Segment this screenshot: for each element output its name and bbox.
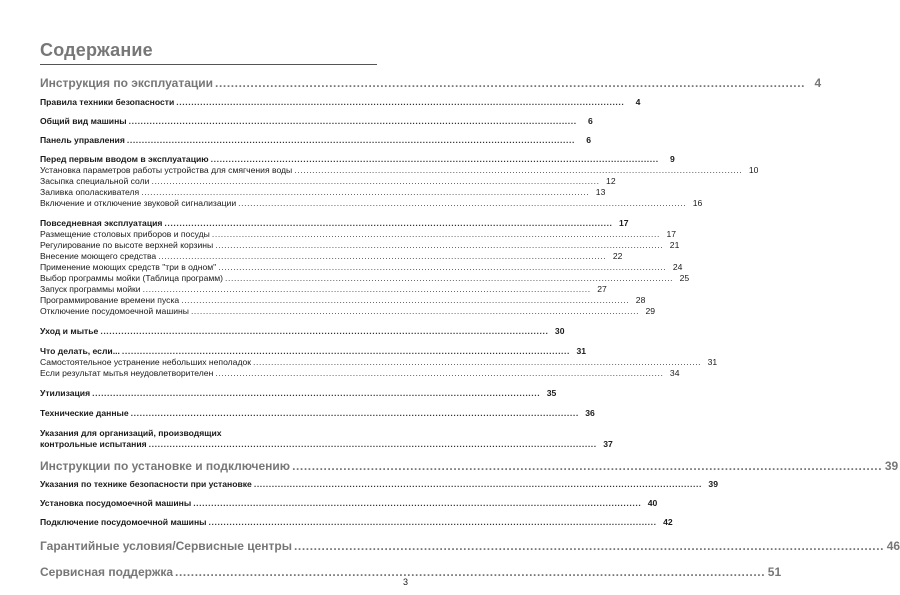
toc-entry-title: Выбор программы мойки (Таблица программ)	[40, 273, 224, 283]
toc-entry-title: Запуск программы мойки	[40, 284, 141, 294]
toc-entry[interactable]	[40, 135, 591, 146]
toc-entry-title: Засыпка специальной соли	[40, 176, 150, 186]
toc-entry-page: 42	[663, 517, 673, 527]
toc-entry-page: 17	[619, 218, 629, 228]
toc-entry-title-line: Указания для организаций, производящих	[40, 428, 222, 438]
toc-entry-title: Правила техники безопасности	[40, 97, 175, 107]
toc-entry-page: 31	[707, 357, 718, 367]
toc-entry-title: Самостоятельное устранение небольших неполадок	[40, 357, 252, 367]
toc-entry-page: 51	[767, 565, 782, 579]
toc-entry-title: Уход и мытье	[40, 326, 99, 336]
toc-entry-title: Повседневная эксплуатация	[40, 218, 163, 228]
toc-entry-title: Отключение посудомоечной машины	[40, 306, 189, 316]
dot-leader	[292, 458, 882, 474]
toc-entry-title: Технические данные	[40, 408, 129, 418]
toc-entry-page: 6	[587, 116, 593, 126]
dot-leader	[151, 176, 599, 187]
toc-entry[interactable]	[40, 564, 782, 580]
toc-entry-page: 4	[814, 76, 822, 90]
toc-entry-page: 40	[647, 498, 658, 508]
toc-entry[interactable]	[40, 97, 641, 108]
toc-entry-page: 12	[606, 176, 616, 186]
dot-leader	[127, 135, 575, 146]
toc-entry[interactable]	[40, 229, 676, 240]
toc-entry-title: контрольные испытания	[40, 439, 147, 449]
toc-entry-title: Регулирование по высоте верхней корзины	[40, 240, 214, 250]
toc-entry[interactable]	[40, 198, 703, 209]
toc-entry[interactable]	[40, 176, 616, 187]
toc-entry-title: Применение моющих средств "три в одном"	[40, 262, 217, 272]
toc-entry[interactable]	[40, 165, 759, 176]
toc-entry[interactable]	[40, 262, 683, 273]
toc-entry-page: 17	[666, 229, 676, 239]
toc-entry-title: Указания по технике безопасности при установке	[40, 479, 252, 489]
dot-leader	[215, 368, 663, 379]
toc-entry-page: 27	[597, 284, 607, 294]
table-of-contents	[40, 68, 900, 580]
dot-leader	[92, 388, 540, 399]
toc-entry[interactable]	[40, 368, 680, 379]
toc-entry-title: Установка посудомоечной машины	[40, 498, 192, 508]
toc-entry[interactable]	[40, 75, 822, 91]
dot-leader	[253, 357, 701, 368]
toc-entry-page: 30	[554, 326, 565, 336]
toc-entry-title: Сервисная поддержка	[40, 565, 174, 579]
dot-leader	[122, 346, 570, 357]
dot-leader	[208, 517, 656, 528]
toc-entry[interactable]	[40, 240, 680, 251]
toc-entry-page: 24	[672, 262, 683, 272]
toc-entry-page: 36	[585, 408, 595, 418]
dot-leader	[294, 165, 742, 176]
toc-entry-page: 10	[748, 165, 759, 175]
dot-leader	[215, 75, 805, 91]
toc-entry[interactable]	[40, 538, 900, 554]
toc-entry[interactable]	[40, 458, 899, 474]
dot-leader	[211, 154, 659, 165]
toc-entry-page: 4	[635, 97, 641, 107]
toc-entry[interactable]	[40, 295, 646, 306]
dot-leader	[238, 198, 686, 209]
toc-entry[interactable]	[40, 357, 718, 368]
toc-entry-page: 46	[886, 539, 900, 553]
toc-entry-page: 34	[669, 368, 680, 378]
dot-leader	[176, 97, 624, 108]
page-title: Содержание	[40, 40, 153, 60]
dot-leader	[100, 326, 548, 337]
toc-entry-page: 39	[708, 479, 718, 489]
toc-entry-title: Подключение посудомоечной машины	[40, 517, 207, 527]
toc-entry-title: Программирование времени пуска	[40, 295, 180, 305]
toc-entry-page: 22	[612, 251, 623, 261]
toc-entry[interactable]	[40, 517, 673, 528]
toc-entry-page: 6	[586, 135, 591, 145]
dot-leader	[218, 262, 666, 273]
toc-entry-title: Инструкции по установке и подключению	[40, 459, 291, 473]
toc-entry[interactable]	[40, 306, 656, 317]
toc-entry-title: Установка параметров работы устройства для смягчения воды	[40, 165, 293, 175]
toc-entry-title: Внесение моющего средства	[40, 251, 157, 261]
page-number: 3	[402, 577, 408, 587]
toc-entry[interactable]	[40, 479, 718, 490]
dot-leader	[254, 479, 702, 490]
toc-entry[interactable]	[40, 187, 606, 198]
toc-entry-title: Если результат мытья неудовлетворителен	[40, 368, 214, 378]
toc-entry[interactable]	[40, 498, 658, 509]
toc-entry[interactable]	[40, 326, 565, 337]
dot-leader	[149, 439, 597, 450]
toc-entry[interactable]	[40, 218, 629, 229]
toc-entry-page: 28	[635, 295, 646, 305]
toc-entry-page: 37	[603, 439, 613, 449]
toc-entry-title: Заливка ополаскивателя	[40, 187, 140, 197]
title-rule	[40, 64, 377, 65]
dot-leader	[143, 284, 591, 295]
toc-entry-title: Перед первым вводом в эксплуатацию	[40, 154, 209, 164]
toc-entry[interactable]	[40, 273, 690, 284]
dot-leader	[141, 187, 589, 198]
toc-entry-page: 16	[692, 198, 703, 208]
toc-entry-title: Включение и отключение звуковой сигнализации	[40, 198, 237, 208]
toc-entry-title: Размещение столовых приборов и посуды	[40, 229, 210, 239]
toc-entry-page: 31	[576, 346, 587, 356]
dot-leader	[215, 240, 663, 251]
toc-entry-page: 13	[595, 187, 606, 197]
toc-entry-page: 21	[669, 240, 680, 250]
toc-entry-title: Инструкция по эксплуатации	[40, 76, 214, 90]
toc-entry-title: Что делать, если...	[40, 346, 120, 356]
toc-entry[interactable]	[40, 251, 623, 262]
toc-entry-title: Утилизация	[40, 388, 91, 398]
dot-leader	[191, 306, 639, 317]
toc-entry[interactable]	[40, 388, 557, 399]
toc-entry[interactable]	[40, 154, 675, 165]
toc-entry-title: Гарантийные условия/Сервисные центры	[40, 539, 292, 553]
dot-leader	[129, 116, 577, 127]
dot-leader	[212, 229, 660, 240]
toc-entry-page: 39	[884, 459, 899, 473]
toc-entry[interactable]	[40, 428, 613, 450]
dot-leader	[193, 498, 641, 509]
dot-leader	[164, 218, 612, 229]
toc-entry[interactable]	[40, 346, 587, 357]
toc-entry[interactable]	[40, 116, 593, 127]
toc-entry[interactable]	[40, 284, 607, 295]
toc-entry-title: Общий вид машины	[40, 116, 127, 126]
toc-entry-page: 9	[669, 154, 675, 164]
toc-entry-page: 29	[645, 306, 656, 316]
toc-entry-title: Панель управления	[40, 135, 125, 145]
dot-leader	[294, 538, 884, 554]
toc-entry-page: 35	[546, 388, 557, 398]
dot-leader	[158, 251, 606, 262]
dot-leader	[225, 273, 673, 284]
dot-leader	[175, 564, 765, 580]
dot-leader	[131, 408, 579, 419]
dot-leader	[181, 295, 629, 306]
toc-entry-page: 25	[679, 273, 690, 283]
toc-entry[interactable]	[40, 408, 595, 419]
